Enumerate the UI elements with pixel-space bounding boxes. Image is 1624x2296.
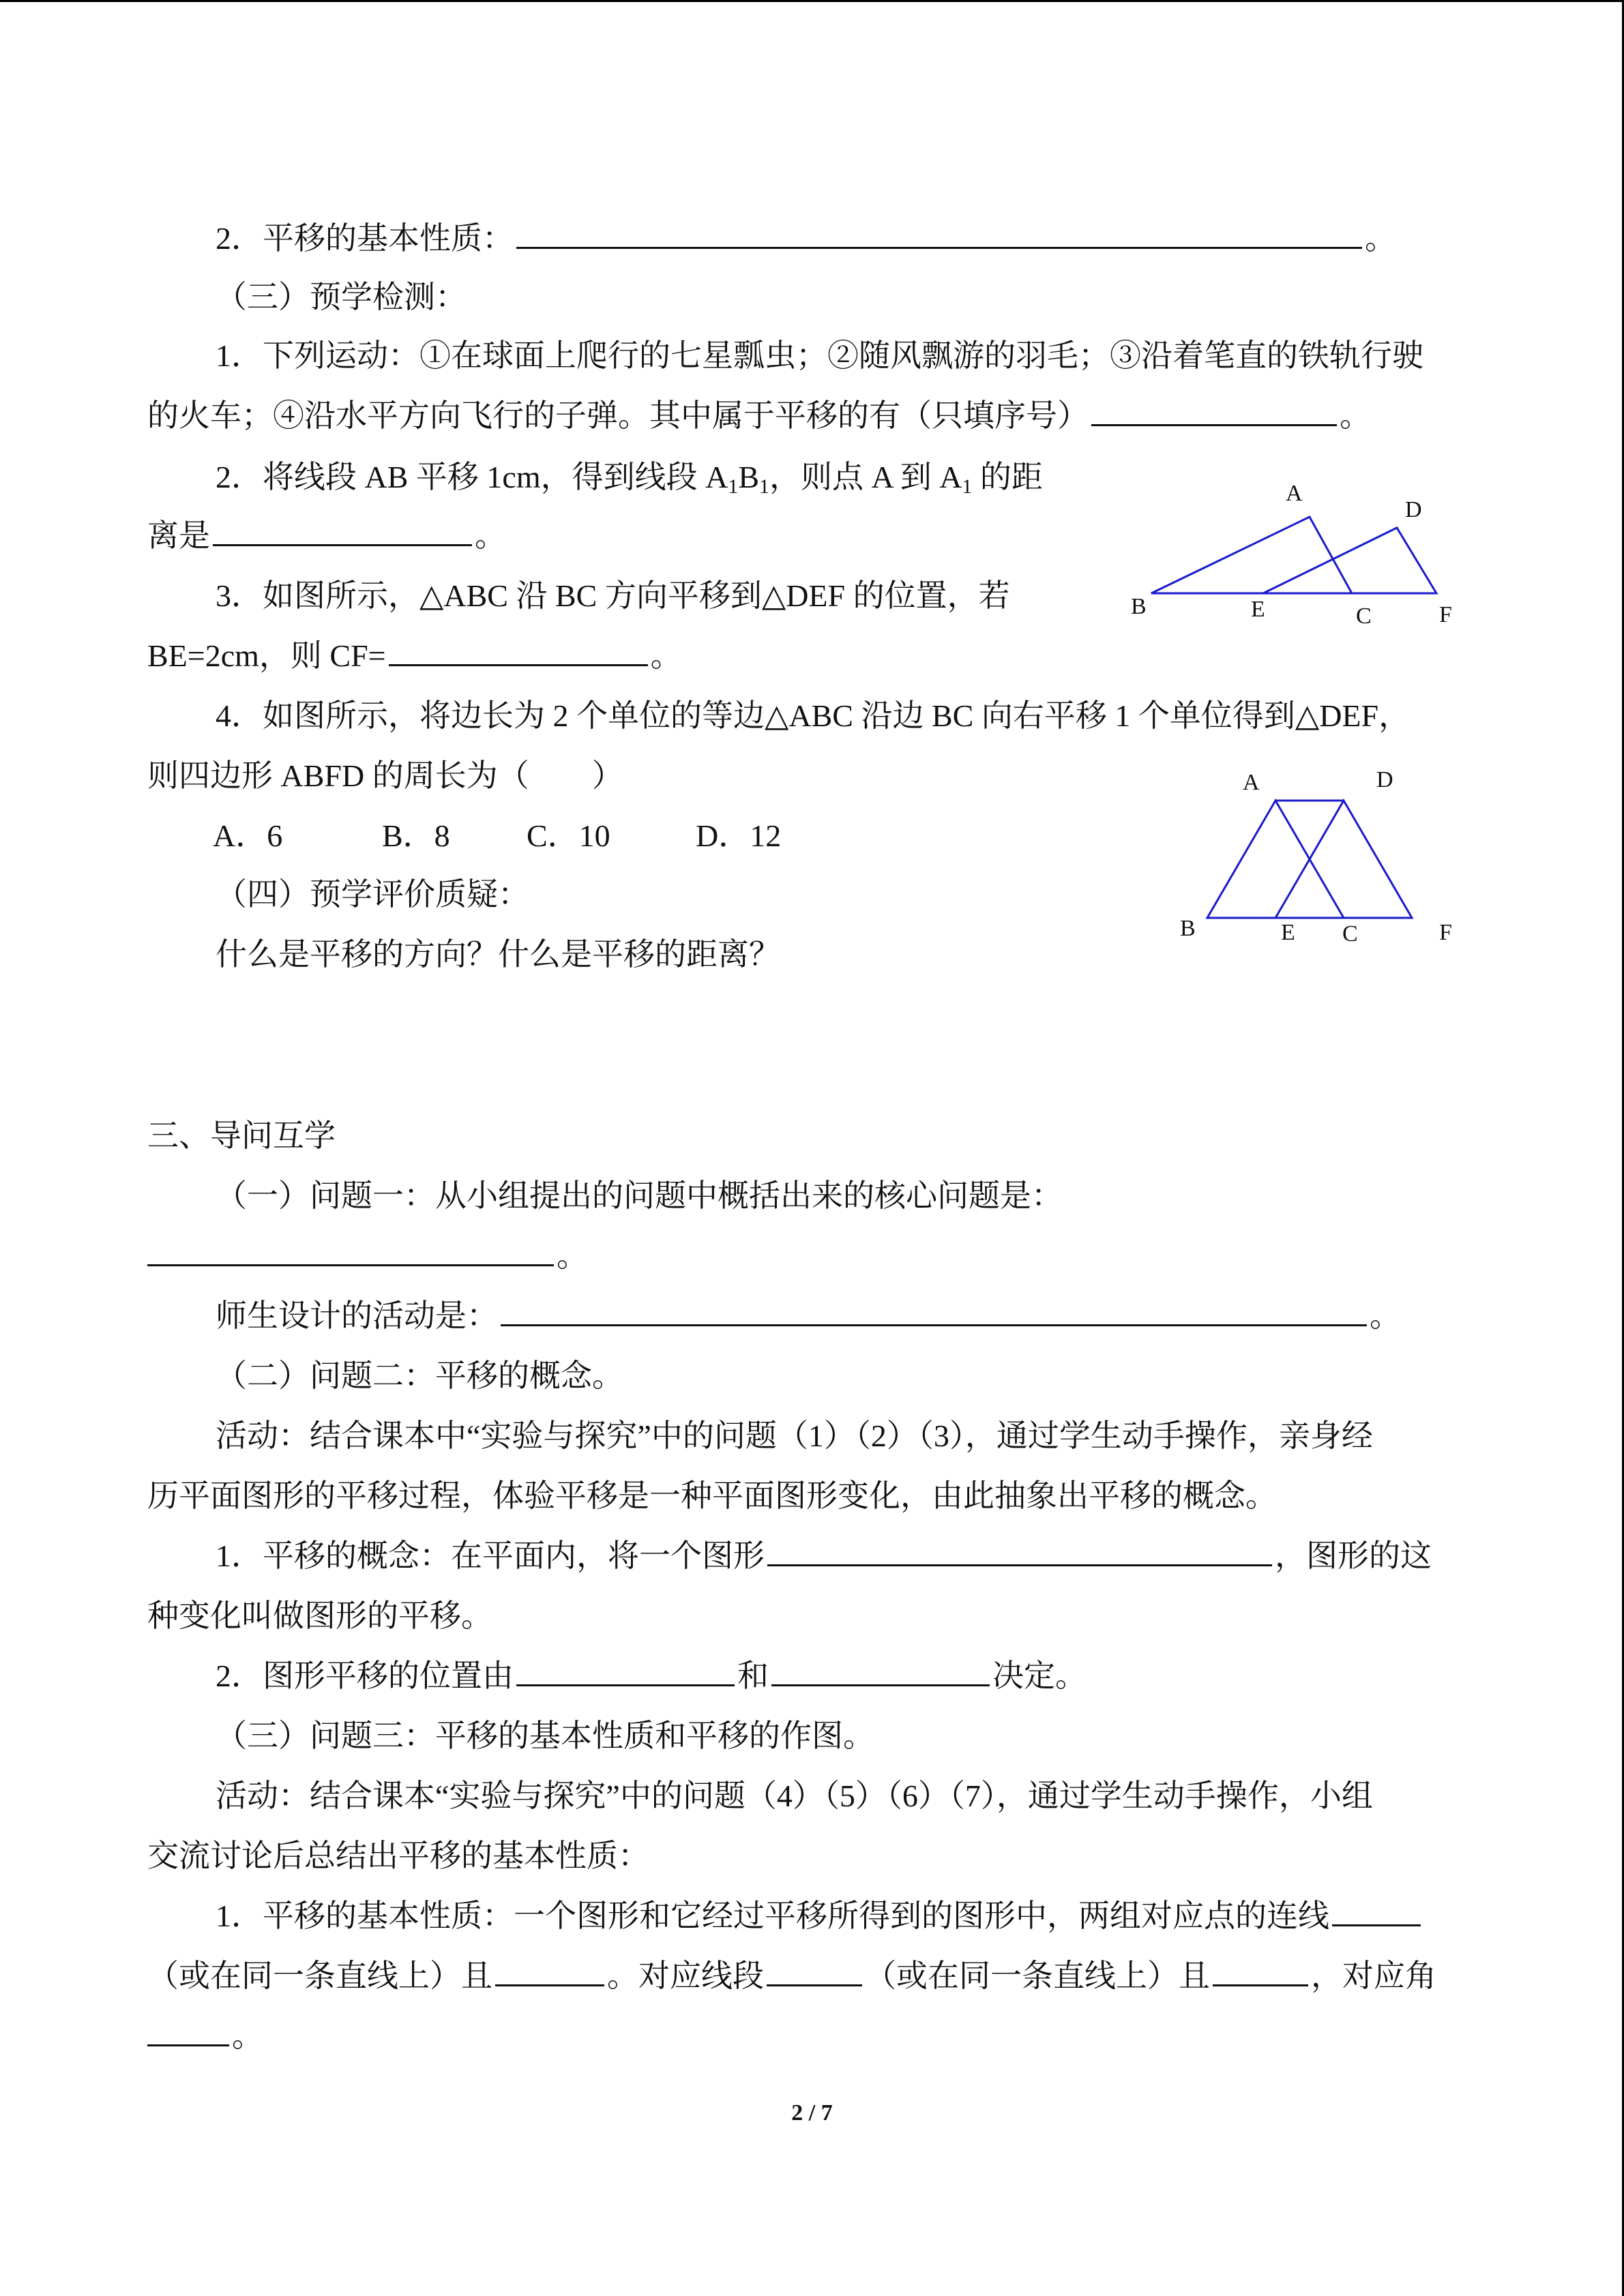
answer-blank[interactable] [147, 2017, 229, 2046]
answer-blank[interactable] [501, 1297, 1367, 1326]
triangle-abc [1207, 801, 1344, 918]
section-heading: 三、导问互学 [147, 1118, 336, 1153]
concept-line2: 种变化叫做图形的平移。 [147, 1598, 492, 1633]
answer-blank[interactable] [771, 1657, 990, 1686]
problem2-heading: （二）问题二：平移的概念。 [216, 1358, 623, 1393]
q3-line1: 3．如图所示，△ABC 沿 BC 方向平移到△DEF 的位置，若 [216, 578, 1010, 613]
problem1-text: （一）问题一：从小组提出的问题中概括出来的核心问题是： [216, 1178, 1063, 1213]
subheading-evaluation: （四）预学评价质疑： [216, 877, 529, 912]
triangle-def [1275, 801, 1412, 918]
option-c[interactable]: C．10 [527, 818, 610, 853]
activity3-line2: 交流讨论后总结出平移的基本性质： [147, 1838, 649, 1873]
evaluation-question: 什么是平移的方向？什么是平移的距离？ [216, 937, 780, 972]
answer-blank[interactable] [767, 1957, 862, 1986]
q4-line2: 则四边形 ABFD 的周长为（ ） [147, 758, 623, 793]
q4-options [213, 816, 781, 856]
answer-blank[interactable] [389, 637, 648, 666]
answer-blank[interactable] [767, 1537, 1272, 1566]
triangle-abc [1151, 517, 1352, 593]
label-point-c: C [1356, 603, 1372, 629]
page-number: 2 / 7 [791, 2100, 833, 2126]
page-top-border [0, 0, 1624, 2]
answer-blank[interactable] [1332, 1897, 1421, 1926]
answer-blank[interactable] [1213, 1957, 1308, 1986]
option-b[interactable]: B．8 [382, 818, 450, 853]
problem3-heading: （三）问题三：平移的基本性质和平移的作图。 [216, 1718, 874, 1753]
activity2-line2: 历平面图形的平移过程，体验平移是一种平面图形变化，由此抽象出平移的概念。 [147, 1478, 1277, 1513]
q4-line1: 4．如图所示，将边长为 2 个单位的等边△ABC 沿边 BC 向右平移 1 个单位得到△DEF， [216, 698, 1411, 733]
answer-blank[interactable] [213, 517, 472, 546]
activity-design: 师生设计的活动是： 。 [216, 1298, 1401, 1333]
label-point-a: A [1286, 481, 1303, 506]
label-point-a: A [1243, 770, 1260, 795]
answer-blank[interactable] [147, 1237, 554, 1266]
property-line2: （或在同一条直线上）且 。对应线段 （或在同一条直线上）且 ，对应角 [147, 1958, 1436, 1993]
q3-line2: BE=2cm，则 CF= 。 [147, 638, 682, 673]
option-a[interactable]: A．6 [213, 818, 283, 853]
label-point-f: F [1439, 920, 1452, 945]
label-point-d: D [1376, 767, 1393, 792]
triangle-def [1263, 528, 1436, 593]
label-point-f: F [1439, 602, 1452, 627]
answer-blank[interactable] [1091, 397, 1337, 426]
concept-line1: 1．平移的概念：在平面内，将一个图形 ，图形的这 [216, 1538, 1432, 1573]
label-point-e: E [1281, 920, 1295, 945]
option-d[interactable]: D．12 [696, 818, 782, 853]
property-line1: 1．平移的基本性质：一个图形和它经过平移所得到的图形中，两组对应点的连线 [216, 1896, 1423, 1937]
label-point-c: C [1342, 921, 1358, 946]
answer-blank[interactable] [516, 1657, 735, 1686]
activity2-line1: 活动：结合课本中“实验与探究”中的问题（1）（2）（3），通过学生动手操作，亲身经 [216, 1418, 1373, 1453]
answer-blank[interactable] [516, 220, 1362, 249]
label-point-b: B [1180, 916, 1196, 941]
figure-equilateral-translation [1187, 784, 1487, 941]
problem1-answer: 。 [147, 1236, 588, 1277]
subheading-pretest: （三）预学检测： [216, 280, 467, 314]
position-determined: 2．图形平移的位置由 和 决定。 [216, 1658, 1087, 1693]
q2-line2: 离是 。 [147, 518, 506, 553]
q2-line1: 2．将线段 AB 平移 1cm，得到线段 $A_1B_1$，则点 A 到 $A_1$ 的距 [216, 460, 1043, 498]
answer-blank[interactable] [495, 1957, 604, 1986]
label-point-b: B [1131, 594, 1147, 619]
property-line3: 。 [147, 2016, 263, 2057]
activity3-line1: 活动：结合课本“实验与探究”中的问题（4）（5）（6）（7），通过学生动手操作，小组 [216, 1778, 1373, 1813]
label-point-d: D [1405, 497, 1422, 522]
q1-line1: 1．下列运动：①在球面上爬行的七星瓢虫；②随风飘游的羽毛；③沿着笔直的铁轨行驶 [216, 338, 1423, 373]
q1-line2: 的火车；④沿水平方向飞行的子弹。其中属于平移的有（只填序号） 。 [147, 398, 1371, 433]
preview-item-2: 2．平移的基本性质： 。 [216, 221, 1396, 256]
label-point-e: E [1251, 597, 1265, 622]
